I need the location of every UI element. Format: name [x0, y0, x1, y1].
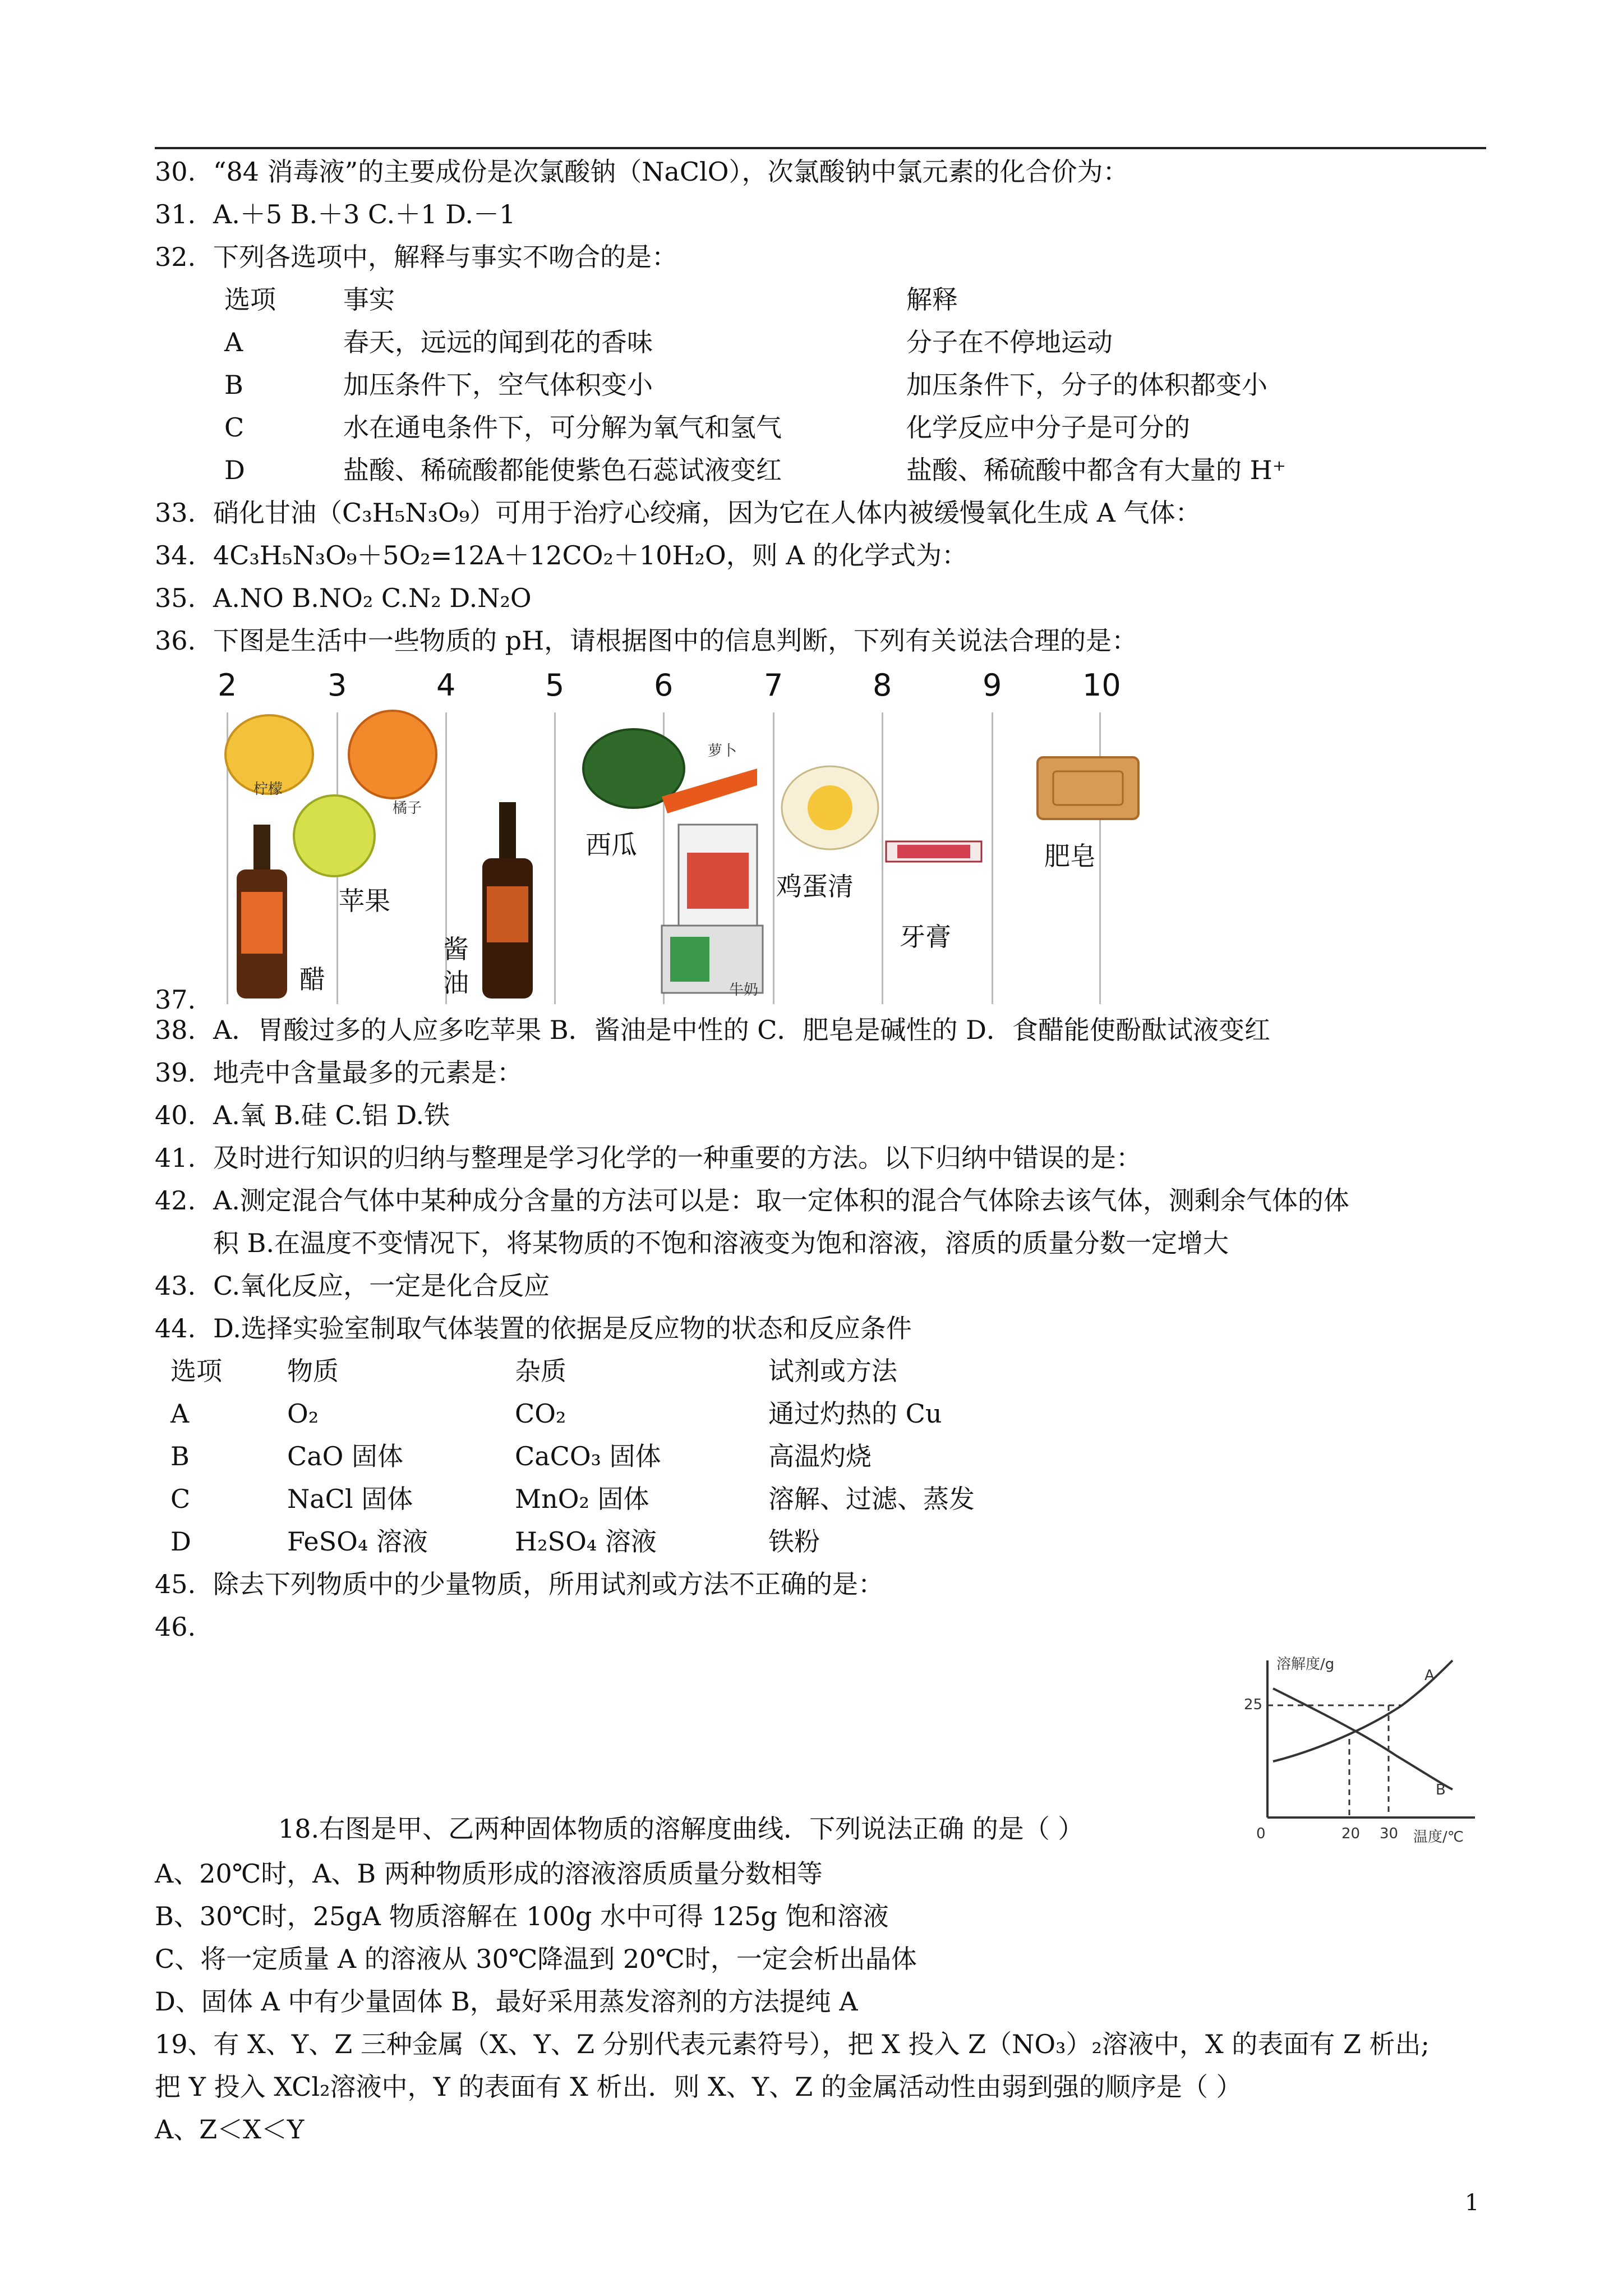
table-header: 物质	[287, 1356, 339, 1386]
table-header: 选项	[170, 1356, 222, 1386]
question-line: 39. 地壳中含量最多的元素是：	[155, 1057, 523, 1088]
q18-stem: 18.右图是甲、乙两种固体物质的溶解度曲线．下列说法正确 的是（ ）	[278, 1814, 1084, 1844]
solubility-curves	[1251, 1649, 1486, 1851]
table-cell: CaCO₃ 固体	[515, 1441, 661, 1471]
ph-illustrations	[0, 0, 1623, 1066]
soap-label: 肥皂	[1044, 841, 1096, 871]
ph-tick: 10	[1082, 668, 1121, 703]
question-line: 45. 除去下列物质中的少量物质，所用试剂或方法不正确的是：	[155, 1569, 884, 1599]
page-number: 1	[1465, 2190, 1479, 2216]
table-cell: MnO₂ 固体	[515, 1484, 649, 1514]
figure-number: 37.	[155, 984, 196, 1015]
graph-ytick: 25	[1244, 1696, 1263, 1713]
vinegar-label: 醋	[299, 964, 325, 995]
table-cell: NaCl 固体	[287, 1484, 413, 1514]
q18-option: A、20℃时，A、B 两种物质形成的溶液溶质质量分数相等	[155, 1858, 823, 1889]
milk-carton-icon	[662, 825, 763, 993]
toothpaste-label: 牙膏	[900, 922, 951, 952]
milk-label: 牛奶	[729, 982, 759, 999]
soy-label: 酱	[443, 934, 469, 964]
graph-xtick: 30	[1380, 1825, 1399, 1842]
table-cell: C	[170, 1484, 191, 1514]
table-header: 选项	[224, 284, 276, 315]
toothpaste-icon	[886, 841, 981, 862]
soap-icon	[1038, 757, 1138, 819]
table-cell: D	[170, 1526, 191, 1557]
ph-tick: 6	[654, 668, 674, 703]
table-cell: 化学反应中分子是可分的	[906, 412, 1190, 443]
apple-label: 苹果	[339, 886, 390, 916]
question-line: 42. A.测定混合气体中某种成分含量的方法可以是：取一定体积的混合气体除去该气体，测剩余气体的体	[155, 1185, 1349, 1216]
question-line: 34. 4C₃H₅N₃O₉＋5O₂=12A＋12CO₂＋10H₂O，则 A 的化学式为：	[155, 540, 968, 570]
graph-xtick: 0	[1256, 1825, 1266, 1842]
table-cell: O₂	[287, 1398, 319, 1429]
orange-label: 橘子	[393, 800, 422, 817]
question-line: 积 B.在温度不变情况下，将某物质的不饱和溶液变为饱和溶液，溶质的质量分数一定增大	[213, 1228, 1229, 1258]
orange-icon	[349, 711, 436, 798]
table-cell: 加压条件下，空气体积变小	[343, 370, 653, 400]
table-cell: A	[224, 327, 243, 357]
curve-b	[1273, 1688, 1453, 1789]
ph-tick: 3	[328, 668, 347, 703]
ph-tick: 9	[983, 668, 1002, 703]
question-line: 32. 下列各选项中，解释与事实不吻合的是：	[155, 242, 677, 272]
table-header: 试剂或方法	[768, 1356, 897, 1386]
table-cell: 春天，远远的闻到花的香味	[343, 327, 653, 357]
egg-white-icon	[782, 766, 878, 849]
soy-sauce-bottle-icon	[482, 802, 533, 999]
soy-label-2: 油	[443, 968, 469, 998]
table-header: 解释	[906, 284, 958, 315]
table-cell: FeSO₄ 溶液	[287, 1526, 428, 1557]
table-cell: 盐酸、稀硫酸中都含有大量的 H⁺	[906, 455, 1287, 485]
table-cell: 铁粉	[768, 1526, 820, 1557]
question-line: 41. 及时进行知识的归纳与整理是学习化学的一种重要的方法。以下归纳中错误的是：	[155, 1143, 1142, 1173]
vinegar-bottle-icon	[237, 825, 287, 999]
table-cell: 高温灼烧	[768, 1441, 872, 1471]
table-cell: C	[224, 412, 245, 443]
table-cell: 水在通电条件下，可分解为氧气和氢气	[343, 412, 782, 443]
ph-tick: 7	[764, 668, 783, 703]
graph-xtick: 20	[1341, 1825, 1361, 1842]
table-cell: H₂SO₄ 溶液	[515, 1526, 657, 1557]
q18-option: D、固体 A 中有少量固体 B，最好采用蒸发溶剂的方法提纯 A	[155, 1986, 858, 2017]
q19-line: 把 Y 投入 XCl₂溶液中，Y 的表面有 X 析出．则 X、Y、Z 的金属活动性由弱到强的顺序是（ ）	[155, 2072, 1242, 2102]
q18-option: C、将一定质量 A 的溶液从 30℃降温到 20℃时，一定会析出晶体	[155, 1944, 917, 1974]
table-cell: 溶解、过滤、蒸发	[768, 1484, 975, 1514]
question-line: 46.	[155, 1612, 196, 1642]
table-cell: 通过灼热的 Cu	[768, 1398, 942, 1429]
table-cell: B	[170, 1441, 190, 1471]
table-cell: 加压条件下，分子的体积都变小	[906, 370, 1267, 400]
table-cell: 盐酸、稀硫酸都能使紫色石蕊试液变红	[343, 455, 782, 485]
ph-tick: 2	[218, 668, 237, 703]
question-line: 30. “84 消毒液”的主要成份是次氯酸钠（NaClO），次氯酸钠中氯元素的化合价为：	[155, 157, 1129, 187]
q19-line: 19、有 X、Y、Z 三种金属（X、Y、Z 分别代表元素符号），把 X 投入 Z（NO₃）₂溶液中，X 的表面有 Z 析出;	[155, 2029, 1430, 2059]
watermelon-label: 西瓜	[585, 830, 637, 860]
curve-b-label: B	[1436, 1782, 1446, 1798]
question-line: 44. D.选择实验室制取气体装置的依据是反应物的状态和反应条件	[155, 1313, 912, 1343]
q18-option: B、30℃时，25gA 物质溶解在 100g 水中可得 125g 饱和溶液	[155, 1901, 889, 1931]
table-header: 杂质	[515, 1356, 566, 1386]
table-cell: 分子在不停地运动	[906, 327, 1113, 357]
graph-ylabel: 溶解度/g	[1276, 1656, 1335, 1673]
q19-option: A、Z＜X＜Y	[155, 2114, 305, 2145]
table-cell: CO₂	[515, 1398, 566, 1429]
question-line: 35. A.NO B.NO₂ C.N₂ D.N₂O	[155, 583, 532, 613]
lemon-label: 柠檬	[253, 781, 283, 798]
table-cell: A	[170, 1398, 190, 1429]
ph-tick: 5	[545, 668, 565, 703]
graph-xlabel: 温度/℃	[1413, 1829, 1464, 1846]
question-line: 36. 下图是生活中一些物质的 pH，请根据图中的信息判断，下列有关说法合理的是：	[155, 625, 1138, 656]
egg-label: 鸡蛋清	[776, 871, 854, 901]
question-line: 40. A.氧 B.硅 C.铝 D.铁	[155, 1100, 450, 1130]
curve-a-label: A	[1424, 1667, 1435, 1684]
question-line: 38. A．胃酸过多的人应多吃苹果 B．酱油是中性的 C．肥皂是碱性的 D．食醋能使酚酞试液变红	[155, 1015, 1270, 1045]
table-cell: CaO 固体	[287, 1441, 403, 1471]
table-cell: B	[224, 370, 243, 400]
ph-tick: 8	[873, 668, 892, 703]
ph-tick: 4	[436, 668, 456, 703]
carrot-label: 萝卜	[708, 743, 737, 760]
question-line: 33. 硝化甘油（C₃H₅N₃O₉）可用于治疗心绞痛，因为它在人体内被缓慢氧化生成 A 气体：	[155, 498, 1201, 528]
question-line: 31. A.＋5 B.＋3 C.＋1 D.－1	[155, 199, 516, 229]
apple-icon	[294, 795, 375, 876]
table-cell: D	[224, 455, 245, 485]
question-line: 43. C.氧化反应，一定是化合反应	[155, 1271, 550, 1301]
table-header: 事实	[343, 284, 395, 315]
